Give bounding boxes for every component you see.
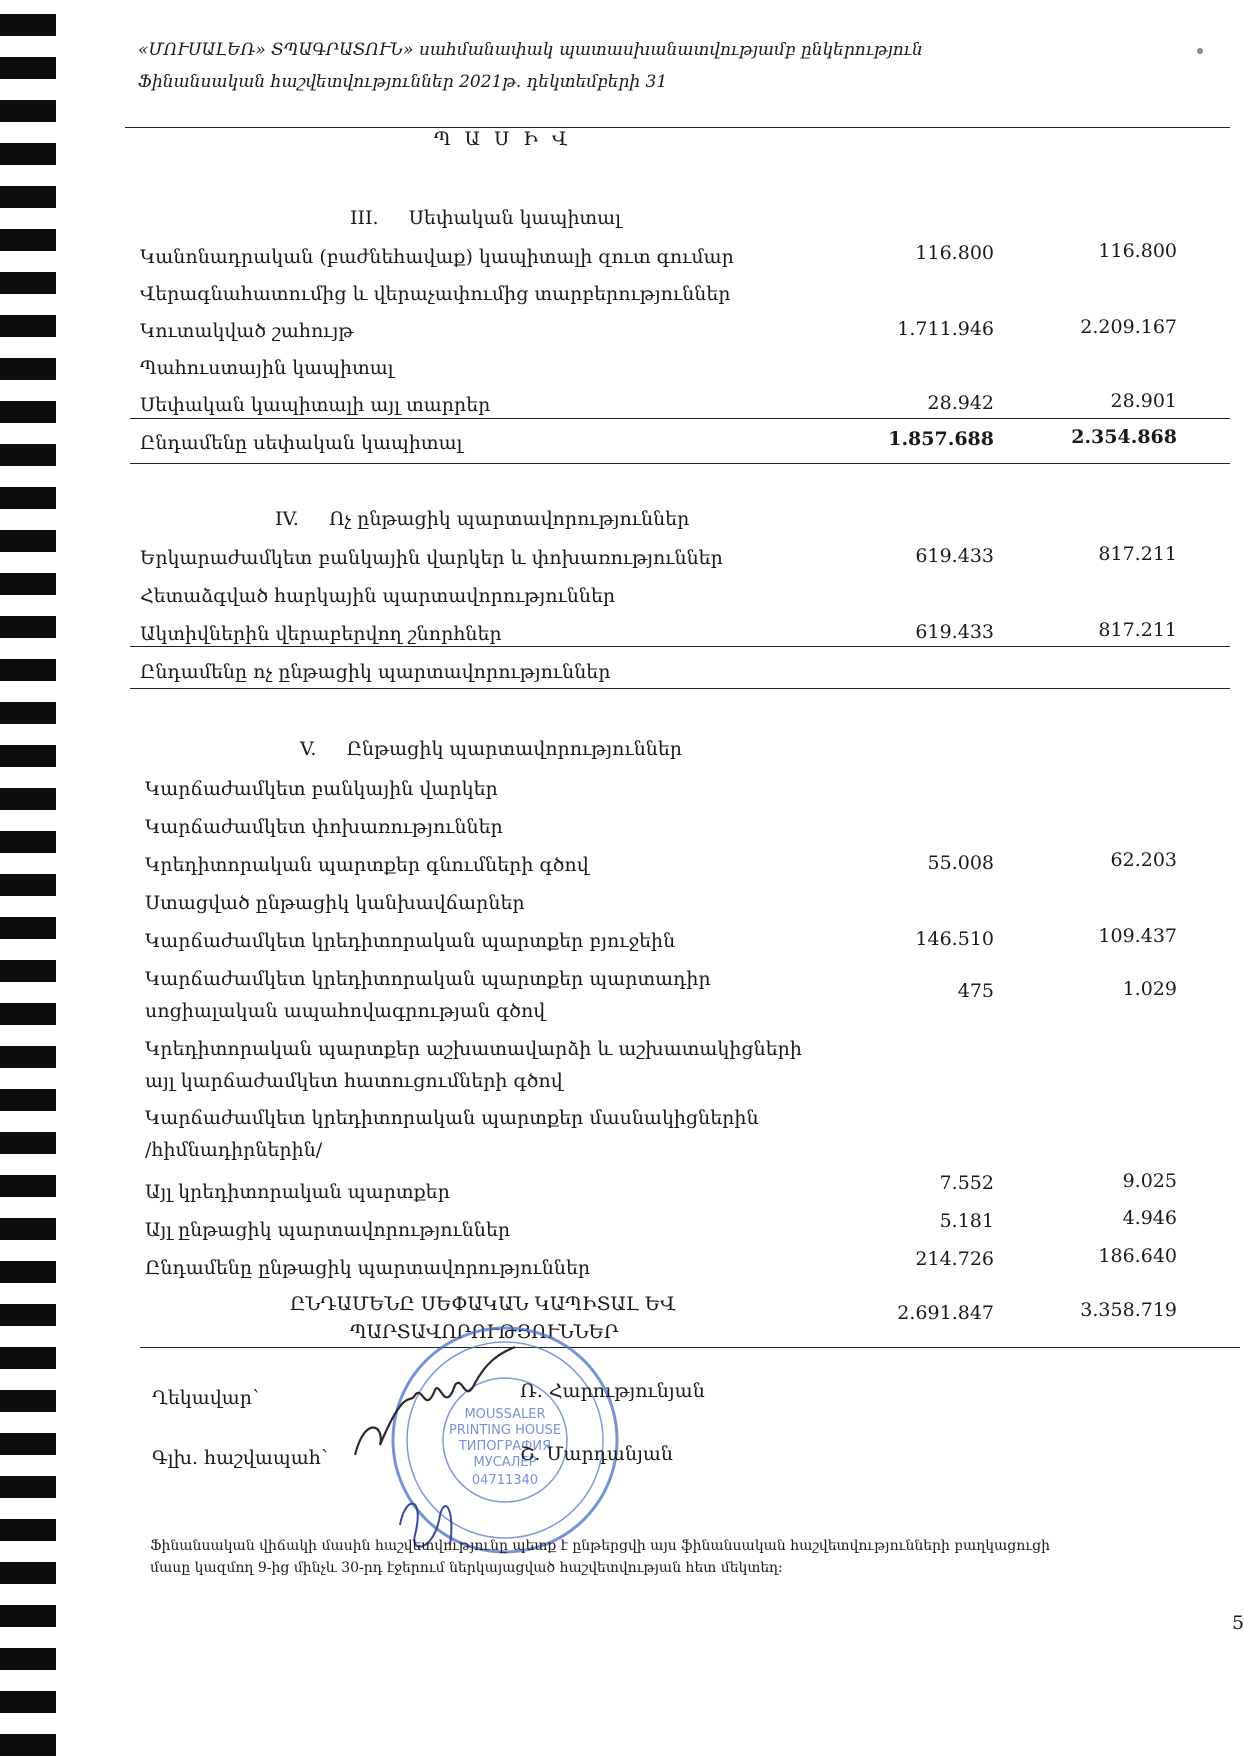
rule [130, 646, 1230, 647]
total-value-2020: 2.354.868 [1071, 426, 1177, 448]
head-name: Ռ. Հարությունյան [520, 1380, 705, 1402]
binding-hole [0, 745, 56, 767]
row-label: Այլ ընթացիկ պարտավորություններ [145, 1219, 511, 1241]
row-value-2020: 109.437 [1098, 925, 1177, 947]
binding-hole [0, 1734, 56, 1756]
binding-hole [0, 573, 56, 595]
grand-total-label: ԸՆԴԱՄԵՆԸ ՍԵՓԱԿԱՆ ԿԱՊԻՏԱԼ ԵՎ [290, 1293, 676, 1315]
binding-hole [0, 530, 56, 552]
rule [130, 688, 1230, 689]
row-value-2021: 146.510 [915, 928, 994, 950]
binding-hole [0, 1648, 56, 1670]
row-value-2021: 619.433 [915, 621, 994, 643]
report-period: Ֆինանսական հաշվետվություններ 2021թ. դեկտեմբերի 31 [138, 72, 668, 92]
binding-hole [0, 229, 56, 251]
footnote-line-2: մասը կազմող 9-ից մինչև 30-րդ էջերում ներկայացված հաշվետվության հետ մեկտեղ: [150, 1560, 783, 1576]
row-value-2021: 116.800 [915, 242, 994, 264]
row-label: Ակտիվներին վերաբերվող շնորհներ [140, 623, 502, 645]
binding-hole [0, 1304, 56, 1326]
binding-hole [0, 100, 56, 122]
row-value-2021: 1.711.946 [897, 318, 994, 340]
rule [130, 463, 1230, 464]
row-label-cont: այլ կարճաժամկետ հատուցումների գծով [145, 1070, 563, 1092]
row-label: Կարճաժամկետ կրեդիտորական պարտքեր մասնակիցներին [145, 1107, 759, 1129]
row-label: Կարճաժամկետ կրեդիտորական պարտքեր բյուջեին [145, 930, 676, 952]
binding-hole [0, 960, 56, 982]
footnote-line-1: Ֆինանսական վիճակի մասին հաշվետվությունը պետք է ընթերցվի այս ֆինանսական հաշվետվությունների բաղկացուցի [150, 1538, 1051, 1554]
row-value-2021: 619.433 [915, 545, 994, 567]
binding-hole [0, 1261, 56, 1283]
binding-hole [0, 917, 56, 939]
stamp-text-ru-2: МУСАЛЕР [473, 1455, 537, 1470]
binding-hole [0, 1347, 56, 1369]
row-value-2020: 62.203 [1110, 849, 1177, 871]
row-value-2020: 4.946 [1122, 1207, 1177, 1229]
binding-hole [0, 1433, 56, 1455]
binding-hole [0, 358, 56, 380]
row-label-cont: /հիմնադիրներին/ [145, 1139, 323, 1161]
binding-hole [0, 1390, 56, 1412]
binding-hole [0, 874, 56, 896]
page-title: Պ Ա Ս Ի Վ [434, 128, 572, 150]
row-value-2020: 116.800 [1098, 240, 1177, 262]
row-value-2021: 475 [957, 980, 994, 1002]
row-label: Երկարաժամկետ բանկային վարկեր և փոխառություններ [140, 547, 723, 569]
row-label: Վերագնահատումից և վերաչափումից տարբերություններ [140, 283, 731, 305]
binding-hole [0, 1003, 56, 1025]
binding-hole [0, 14, 56, 36]
total-value-2020: 186.640 [1098, 1245, 1177, 1267]
row-label: Կուտակված շահույթ [140, 320, 354, 342]
stamp-number: 04711340 [471, 1473, 539, 1488]
binding-hole [0, 444, 56, 466]
row-label: Կանոնադրական (բաժնեհավաք) կապիտալի զուտ գումար [140, 246, 734, 268]
row-label: Կրեդիտորական պարտքեր աշխատավարձի և աշխատակիցների [145, 1038, 802, 1060]
grand-total-value-2020: 3.358.719 [1080, 1299, 1177, 1321]
binding-hole [0, 1089, 56, 1111]
rule [140, 1347, 1240, 1348]
binding-hole [0, 401, 56, 423]
binding-hole [0, 788, 56, 810]
section-noncurrent-title: IV. Ոչ ընթացիկ պարտավորություններ [275, 508, 690, 530]
row-value-2021: 55.008 [927, 852, 994, 874]
accountant-title: Գլխ. հաշվապահ՝ [152, 1447, 328, 1469]
head-title: Ղեկավար՝ [152, 1387, 259, 1409]
row-label: Կարճաժամկետ բանկային վարկեր [145, 778, 498, 800]
total-label: Ընդամենը սեփական կապիտալ [140, 432, 463, 454]
accountant-name: Շ. Մարդանյան [520, 1443, 674, 1465]
row-label: Սեփական կապիտալի այլ տարրեր [140, 394, 491, 416]
binding-hole [0, 143, 56, 165]
section-equity-title: III. Սեփական կապիտալ [350, 207, 621, 229]
row-label-cont: սոցիալական ապահովագրության գծով [145, 1000, 546, 1022]
row-value-2020: 2.209.167 [1080, 316, 1177, 338]
binding-hole [0, 186, 56, 208]
spiral-binding [0, 0, 60, 1755]
binding-hole [0, 1519, 56, 1541]
stamp-text-ru: ТИПОГРАФИЯ [458, 1439, 552, 1454]
row-value-2020: 817.211 [1098, 619, 1177, 641]
binding-hole [0, 1175, 56, 1197]
section-current-title: V. Ընթացիկ պարտավորություններ [300, 738, 683, 760]
binding-hole [0, 1691, 56, 1713]
binding-hole [0, 1605, 56, 1627]
binding-hole [0, 487, 56, 509]
row-value-2020: 28.901 [1110, 390, 1177, 412]
row-value-2020: 9.025 [1122, 1170, 1177, 1192]
binding-hole [0, 1132, 56, 1154]
binding-hole [0, 1476, 56, 1498]
total-label: Ընդամենը ոչ ընթացիկ պարտավորություններ [140, 661, 611, 683]
page-number: 5 [1232, 1612, 1244, 1634]
binding-hole [0, 702, 56, 724]
row-value-2021: 5.181 [939, 1210, 994, 1232]
total-value-2021: 214.726 [915, 1248, 994, 1270]
row-label: Կարճաժամկետ փոխառություններ [145, 816, 503, 838]
row-value-2020: 817.211 [1098, 543, 1177, 565]
total-value-2021: 1.857.688 [888, 428, 994, 450]
binding-hole [0, 1218, 56, 1240]
binding-hole [0, 1046, 56, 1068]
stamp-text-en-2: PRINTING HOUSE [448, 1423, 562, 1438]
row-value-2021: 7.552 [939, 1172, 994, 1194]
binding-hole [0, 272, 56, 294]
rule [130, 418, 1230, 419]
binding-hole [0, 831, 56, 853]
row-label: Հետաձգված հարկային պարտավորություններ [140, 585, 616, 607]
row-label: Կարճաժամկետ կրեդիտորական պարտքեր պարտադիր [145, 968, 711, 990]
row-value-2020: 1.029 [1122, 978, 1177, 1000]
row-label: Պահուստային կապիտալ [140, 357, 394, 379]
header-rule [125, 127, 1230, 128]
grand-total-label-cont: ՊԱՐՏԱՎՈՐՈՒԹՅՈՒՆՆԵՐ [350, 1321, 619, 1343]
binding-hole [0, 659, 56, 681]
grand-total-value-2021: 2.691.847 [897, 1302, 994, 1324]
binding-hole [0, 57, 56, 79]
punch-dot [1197, 48, 1203, 54]
company-header: «ՄՈՒՍԱԼԵՌ» ՏՊԱԳՐԱՏՈՒՆ» սահմանափակ պատասխանատվությամբ ընկերություն [138, 40, 923, 60]
row-value-2021: 28.942 [927, 392, 994, 414]
row-label: Կրեդիտորական պարտքեր գնումների գծով [145, 854, 589, 876]
row-label: Ստացված ընթացիկ կանխավճարներ [145, 892, 525, 914]
row-label: Այլ կրեդիտորական պարտքեր [145, 1181, 450, 1203]
binding-hole [0, 616, 56, 638]
binding-hole [0, 1562, 56, 1584]
binding-hole [0, 315, 56, 337]
stamp-text-en: MOUSSALER [464, 1407, 546, 1422]
total-label: Ընդամենը ընթացիկ պարտավորություններ [145, 1257, 591, 1279]
